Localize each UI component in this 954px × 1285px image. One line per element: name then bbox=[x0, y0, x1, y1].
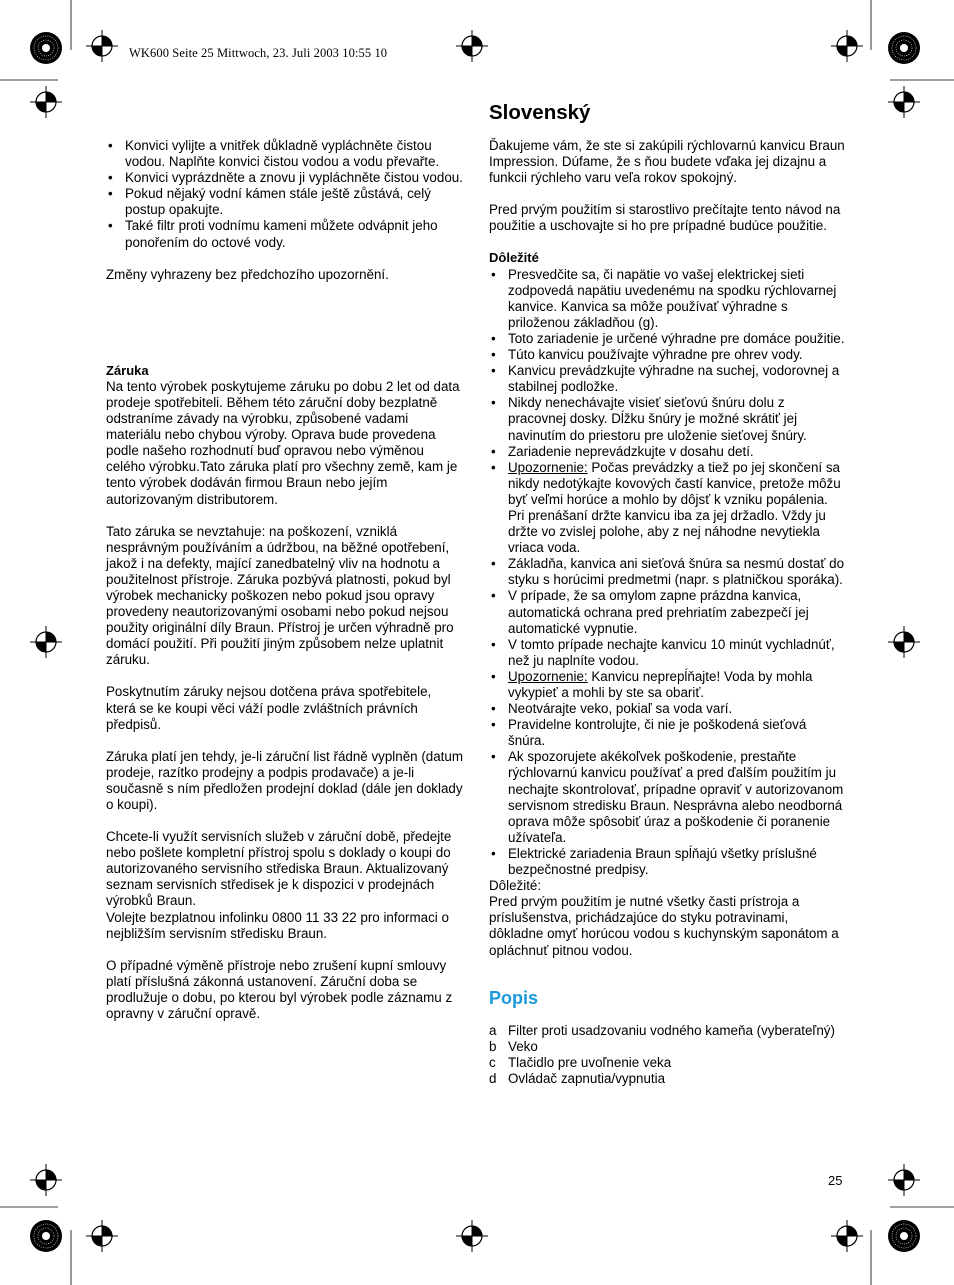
warranty-paragraph: Záruka platí jen tehdy, je-li záruční list řádně vyplněn (datum prodeje, razítko prodejny a podpis prodavače) a je-li současně s ním předložen prodejní doklad (dále jen doklady o koupi). bbox=[106, 748, 464, 812]
changes-reserved-note: Změny vyhrazeny bez předchozího upozornění. bbox=[106, 266, 389, 282]
warranty-paragraph: Na tento výrobek poskytujeme záruku po dobu 2 let od data prodeje spotřebiteli. Během této záruční doby bezplatně odstraníme závady na výrobku, způsobené vadami materiálu nebo chybou výroby. Oprava bude provedena podle našeho rozhodnutí buď opravou nebo výměnou celého výrobku.Tato záruka platí pro všechny země, kam je tento výrobek dodáván firmou Braun nebo jejím autorizovaným distributorem. bbox=[106, 378, 460, 507]
starburst-mark-bottom-left bbox=[30, 1220, 62, 1252]
crosshair-mark bbox=[456, 30, 488, 62]
starburst-mark-top-right bbox=[888, 32, 920, 64]
safety-list bbox=[489, 267, 845, 879]
intro-paragraph: Ďakujeme vám, že ste si zakúpili rýchlovarnú kanvicu Braun Impression. Dúfame, že s ňou budete vďaka jej dizajnu a funkcii rýchleho varu veľa rokov spokojný. bbox=[489, 138, 845, 186]
parts-item bbox=[489, 1039, 845, 1055]
list-item: • V prípade, že sa omylom zapne prázdna kanvica, automatická ochrana pred prehriatím zabezpečí jej automatické vypnutie. bbox=[489, 588, 845, 636]
warranty-heading: Záruka bbox=[106, 362, 149, 378]
list-item: • Túto kanvicu používajte výhradne pre ohrev vody. bbox=[489, 347, 845, 363]
parts-letter: b bbox=[489, 1038, 497, 1054]
list-item: • Nikdy nenechávajte visieť sieťovú šnúru dolu z pracovnej dosky. Dĺžku šnúry je možné skrátiť jej navinutím do priestoru pre uloženie sieťovej šnúry. bbox=[489, 395, 845, 443]
list-item: • Také filtr proti vodnímu kameni můžete odvápnit jeho ponořením do octové vody. bbox=[106, 218, 464, 250]
parts-letter: c bbox=[489, 1054, 496, 1070]
warranty-paragraph: O případné výměně přístroje nebo zrušení kupní smlouvy platí příslušná zákonná ustanovení. Záruční doba se prodlužuje o dobu, po kterou byl výrobek podle záznamu z opravny v záruční opravě. bbox=[106, 957, 453, 1022]
parts-text: Tlačidlo pre uvoľnenie veka bbox=[508, 1054, 672, 1070]
list-item: • V tomto prípade nechajte kanvicu 10 minút vychladnúť, než ju naplníte vodou. bbox=[489, 637, 845, 669]
warning-text: Počas prevádzky a tiež po jej skončení sa nikdy nedotýkajte kovových častí kanvice, pretože môžu byť veľmi horúce a mohlo by dôjsť k vzniku popálenia. Pri prenášaní držte kanvicu iba za jej držadlo. Vždy ju držte vo zvislej polohe, aby z nej náhodne nevytiekla vriaca voda. bbox=[508, 459, 841, 556]
list-item: • Zariadenie neprevádzkujte v dosahu detí. bbox=[489, 444, 845, 460]
warning-label: Upozornenie: bbox=[508, 668, 588, 684]
parts-text: Filter proti usadzovaniu vodného kameňa (vyberateľný) bbox=[508, 1022, 835, 1038]
important-heading: Dôležité bbox=[489, 250, 539, 266]
list-item: • Toto zariadenie je určené výhradne pre domáce použitie. bbox=[489, 331, 845, 347]
list-item bbox=[489, 460, 845, 557]
crosshair-mark bbox=[30, 86, 62, 118]
slovak-column bbox=[489, 138, 845, 1087]
warranty-paragraph: Volejte bezplatnou infolinku 0800 11 33 22 pro informaci o nejbližším servisním středisku Braun. bbox=[106, 909, 449, 941]
starburst-mark-top-left bbox=[30, 32, 62, 64]
list-item: • Neotvárajte veko, pokiaľ sa voda varí. bbox=[489, 701, 845, 717]
parts-letter: d bbox=[489, 1070, 497, 1086]
list-item: • Pokud nějaký vodní kámen stále ještě zůstává, celý postup opakujte. bbox=[106, 186, 464, 218]
warranty-paragraph: Chcete-li využít servisních služeb v záruční době, předejte nebo pošlete kompletní přístroj spolu s doklady o koupi do autorizovaného servisního střediska Braun. Aktualizovaný seznam servisních středisek je k dispozici v prodejnách výrobků Braun. bbox=[106, 829, 452, 909]
parts-item bbox=[489, 1055, 845, 1071]
important-note-label: Dôležité: bbox=[489, 878, 542, 894]
crosshair-mark bbox=[86, 1220, 118, 1252]
warning-text: Kanvicu neprepĺňajte! Voda by mohla vykypieť a mohli by ste sa obariť. bbox=[508, 668, 813, 700]
crosshair-mark bbox=[888, 86, 920, 118]
parts-item bbox=[489, 1071, 845, 1087]
page-title: Slovenský bbox=[489, 101, 591, 124]
crosshair-mark bbox=[888, 1164, 920, 1196]
descaling-steps-list bbox=[106, 138, 464, 251]
crosshair-mark bbox=[30, 1164, 62, 1196]
important-note-text: Pred prvým použitím je nutné všetky časti prístroja a príslušenstva, prichádzajúce do styku potravinami, dôkladne omyť horúcou vodou s kuchynským saponátom a opláchnuť pitnou vodou. bbox=[489, 894, 839, 958]
crosshair-mark bbox=[888, 626, 920, 658]
list-item: • Kanvicu prevádzkujte výhradne na suchej, vodorovnej a stabilnej podložke. bbox=[489, 363, 845, 395]
list-item: • Základňa, kanvica ani sieťová šnúra sa nesmú dostať do styku s horúcimi predmetmi (napr. s platničkou sporáka). bbox=[489, 556, 845, 588]
crosshair-mark bbox=[456, 1220, 488, 1252]
czech-column bbox=[106, 138, 464, 1022]
list-item: • Ak spozorujete akékoľvek poškodenie, prestaňte rýchlovarnú kanvicu používať a pred ďalším použitím ju nechajte skontrolovať, prípadne opraviť v autorizovanom servisnom stredisku Braun. Nesprávna alebo neodborná oprava môže spôsobiť úraz a poškodenie či poranenie užívateľa. bbox=[489, 749, 845, 846]
read-first-paragraph: Pred prvým použitím si starostlivo prečítajte tento návod na použitie a uschovajte si ho pre prípadné budúce použitie. bbox=[489, 202, 841, 234]
parts-text: Ovládač zapnutia/vypnutia bbox=[508, 1070, 666, 1086]
list-item: • Elektrické zariadenia Braun spĺňajú všetky príslušné bezpečnostné predpisy. bbox=[489, 846, 845, 878]
parts-item bbox=[489, 1023, 845, 1039]
description-heading: Popis bbox=[489, 987, 539, 1008]
list-item: • Konvici vylijte a vnitřek důkladně vypláchněte čistou vodou. Naplňte konvici čistou vodou a vodu převařte. bbox=[106, 138, 464, 170]
list-item: • Konvici vyprázdněte a znovu ji vypláchněte čistou vodou. bbox=[106, 170, 464, 186]
starburst-mark-bottom-right bbox=[888, 1220, 920, 1252]
warranty-paragraph: Poskytnutím záruky nejsou dotčena práva spotřebitele, která se ke koupi věci váží podle zvláštních právních předpisů. bbox=[106, 684, 432, 732]
parts-list bbox=[489, 1023, 845, 1087]
list-item bbox=[489, 669, 845, 701]
crosshair-mark bbox=[831, 30, 863, 62]
page-number: 25 bbox=[828, 1173, 843, 1188]
print-slug: WK600 Seite 25 Mittwoch, 23. Juli 2003 10:55 10 bbox=[129, 46, 388, 60]
crosshair-mark bbox=[30, 626, 62, 658]
parts-letter: a bbox=[489, 1022, 497, 1038]
crosshair-mark bbox=[86, 30, 118, 62]
warranty-paragraph: Tato záruka se nevztahuje: na poškození, vzniklá nesprávným používáním a údržbou, na běžné opotřebení, jakož i na defekty, mající zanedbatelný vliv na hodnotu a použitelnost přístroje. Záruka pozbývá platnosti, pokud byl výrobek mechanicky poškozen nebo pokud jsou opravy provedeny neautorizovanými osobami nebo pokud nejsou použity originální díly Braun. Přístroj je určen výhradně pro domácí použití. Při použití jiným způsobem nelze uplatnit záruku. bbox=[106, 523, 454, 668]
list-item: • Pravidelne kontrolujte, či nie je poškodená sieťová šnúra. bbox=[489, 717, 845, 749]
parts-text: Veko bbox=[508, 1038, 538, 1054]
list-item: • Presvedčite sa, či napätie vo vašej elektrickej sieti zodpovedá napätiu uvedenému na spodku rýchlovarnej kanvice. Kanvica sa môže používať výhradne s priloženou základňou (g). bbox=[489, 267, 845, 331]
crosshair-mark bbox=[831, 1220, 863, 1252]
warning-label: Upozornenie: bbox=[508, 459, 588, 475]
